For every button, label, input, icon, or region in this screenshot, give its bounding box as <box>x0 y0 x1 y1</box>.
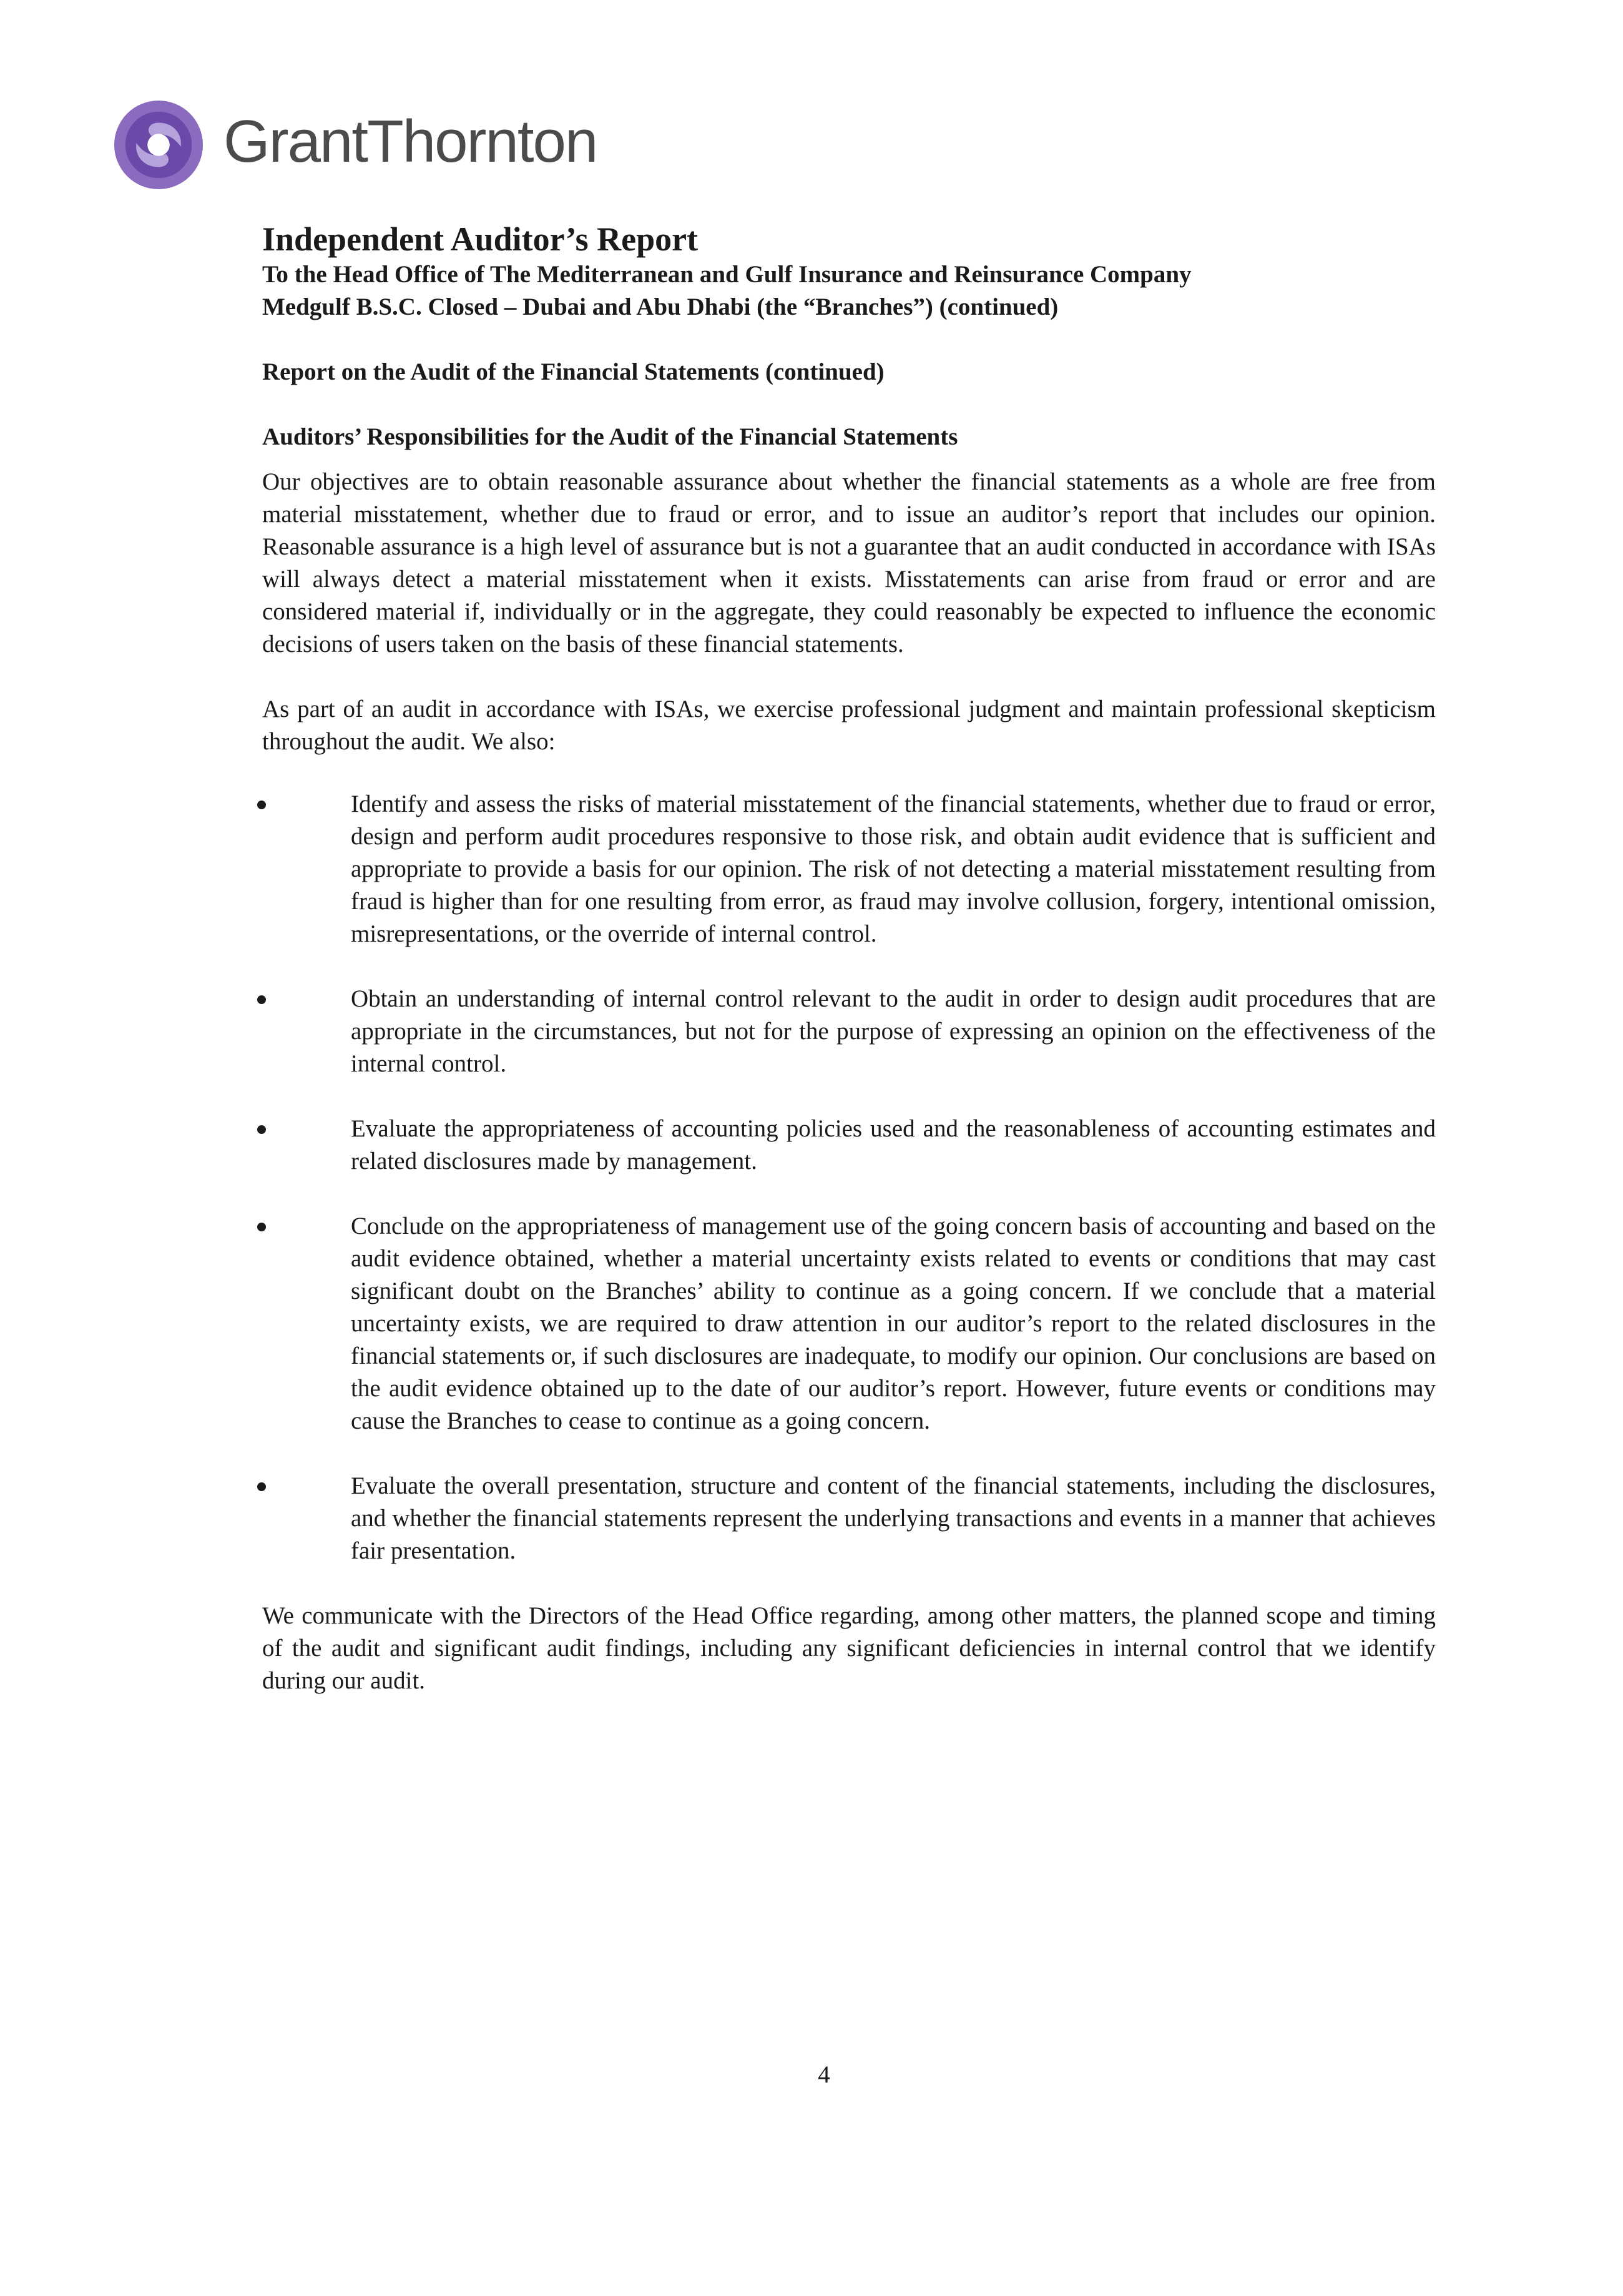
grant-thornton-logo-icon <box>112 99 205 191</box>
paragraph-audit-approach: As part of an audit in accordance with ISAs, we exercise professional judgment and maintain professional skepticism throughout the audit. We also: <box>262 696 1436 755</box>
bullet-icon <box>257 1482 266 1491</box>
bullet-icon <box>257 1223 266 1231</box>
list-item-text: Obtain an understanding of internal control relevant to the audit in order to design audit procedures that are appropriate in the circumstances, but not for the purpose of expressing an opinion on the effectiveness of the internal control. <box>351 985 1436 1077</box>
page-number: 4 <box>818 2061 830 2088</box>
report-body <box>262 220 1436 1697</box>
section-heading: Report on the Audit of the Financial Statements (continued) <box>262 358 885 385</box>
bullet-icon <box>257 995 266 1004</box>
list-item <box>262 1113 1436 1178</box>
addressee-line-1: To the Head Office of The Mediterranean and Gulf Insurance and Reinsurance Company <box>262 261 1192 288</box>
list-item-text: Conclude on the appropriateness of management use of the going concern basis of accounting and based on the audit evidence obtained, whether a material uncertainty exists related to events or conditions that may cast significant doubt on the Branches’ ability to continue as a going concern. If we conclude that a material uncertainty exists, we are required to draw attention in our auditor’s report to the related disclosures in the financial statements or, if such disclosures are inadequate, to modify our opinion. Our conclusions are based on the audit evidence obtained up to the date of our auditor’s report. However, future events or conditions may cause the Branches to cease to continue as a going concern. <box>351 1213 1436 1434</box>
logo <box>112 99 674 199</box>
paragraph-communication: We communicate with the Directors of the Head Office regarding, among other matters, the planned scope and timing of the audit and significant audit findings, including any significant deficiencies in internal control that we identify during our audit. <box>262 1602 1436 1694</box>
list-item <box>262 1210 1436 1437</box>
list-item-text: Identify and assess the risks of material misstatement of the financial statements, whether due to fraud or error, design and perform audit procedures responsive to those risk, and obtain audit evidence that is sufficient and appropriate to provide a basis for our opinion. The risk of not detecting a material misstatement resulting from fraud is higher than for one resulting from error, as fraud may involve collusion, forgery, intentional omission, misrepresentations, or the override of internal control. <box>351 791 1436 947</box>
addressee-line-2: Medgulf B.S.C. Closed – Dubai and Abu Dhabi (the “Branches”) (continued) <box>262 293 1059 320</box>
sub-heading: Auditors’ Responsibilities for the Audit of the Financial Statements <box>262 423 958 450</box>
report-title: Independent Auditor’s Report <box>262 220 699 258</box>
bullet-icon <box>257 801 266 809</box>
paragraph-objectives: Our objectives are to obtain reasonable assurance about whether the financial statements as a whole are free from material misstatement, whether due to fraud or error, and to issue an auditor’s report that includes our opinion. Reasonable assurance is a high level of assurance but is not a guarantee that an audit conducted in accordance with ISAs will always detect a material misstatement when it exists. Misstatements can arise from fraud or error and are considered material if, individually or in the aggregate, they could reasonably be expected to influence the economic decisions of users taken on the basis of these financial statements. <box>262 468 1436 658</box>
bullet-icon <box>257 1125 266 1134</box>
list-item <box>262 1470 1436 1567</box>
responsibilities-list <box>262 788 1436 1567</box>
list-item-text: Evaluate the overall presentation, structure and content of the financial statements, including the disclosures, and whether the financial statements represent the underlying transactions and events in a manner that achieves fair presentation. <box>351 1472 1436 1564</box>
list-item <box>262 788 1436 950</box>
brand-name: GrantThornton <box>223 108 597 175</box>
list-item <box>262 983 1436 1080</box>
list-item-text: Evaluate the appropriateness of accounting policies used and the reasonableness of accounting estimates and related disclosures made by management. <box>351 1115 1436 1175</box>
